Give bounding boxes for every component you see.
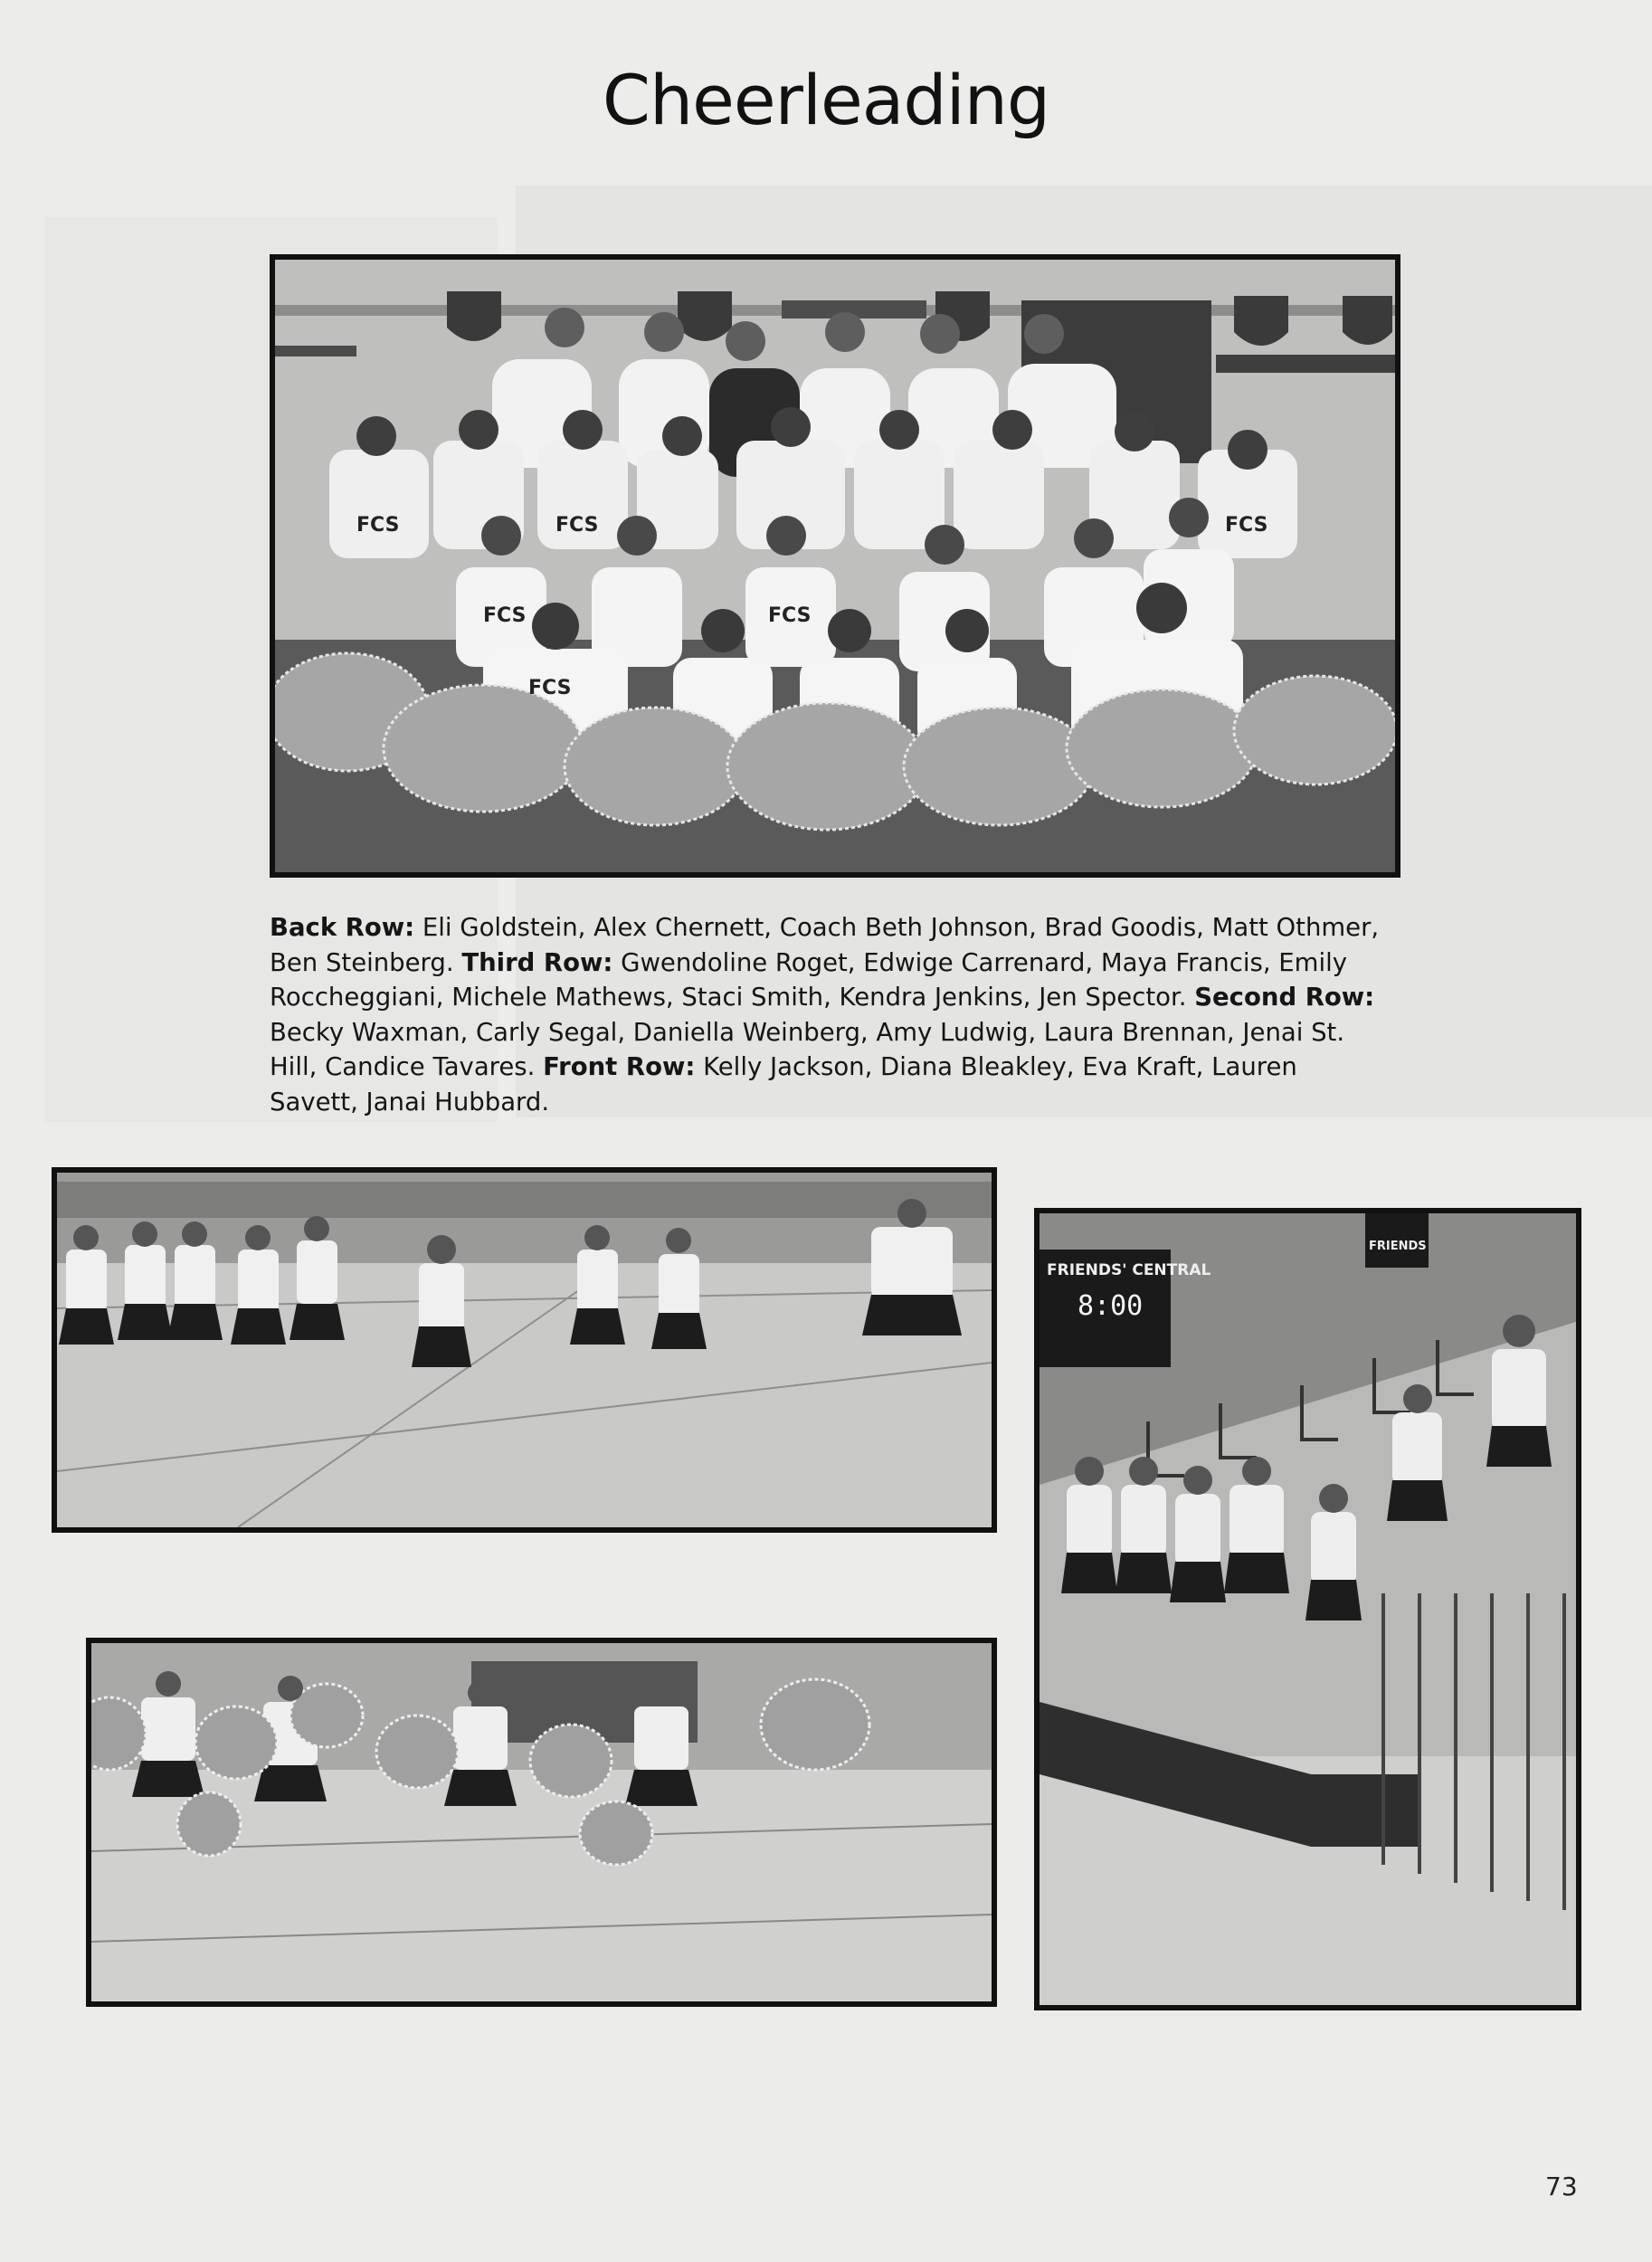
caption-row-label: Front Row:: [543, 1052, 696, 1081]
caption-row-label: Second Row:: [1194, 983, 1375, 1012]
caption-row-label: Third Row:: [461, 947, 613, 977]
scoreboard-time: 8:00: [1078, 1290, 1144, 1322]
jersey-label: FCS: [483, 604, 527, 627]
page-number: 73: [1545, 2172, 1578, 2201]
cheer-court-photo: [52, 1167, 997, 1533]
caption-row-label: Back Row:: [270, 913, 415, 942]
gym-banner: FRIENDS: [1369, 1240, 1427, 1253]
jersey-label: FCS: [555, 514, 599, 537]
page-title: Cheerleading: [602, 60, 1050, 140]
pompom-court-photo: [86, 1638, 997, 2007]
jersey-label: FCS: [356, 514, 400, 537]
jersey-label: FCS: [1225, 514, 1268, 537]
jersey-label: FCS: [528, 677, 572, 699]
caption-row-names: Becky Waxman, Carly Segal, Daniella Weinberg, Amy Ludwig, Laura Brennan, Jenai St. Hill, Candice Tavares.: [270, 1017, 1345, 1081]
jersey-label: FCS: [768, 604, 812, 627]
caption-row-names: Kelly Jackson, Diana Bleakley, Eva Kraft, Lauren Savett, Janai Hubbard.: [270, 1052, 1297, 1117]
team-group-photo: [270, 254, 1400, 878]
scoreboard-header: FRIENDS' CENTRAL: [1047, 1261, 1211, 1279]
photo-caption: [270, 910, 1391, 1119]
bleachers-scoreboard-photo: [1034, 1208, 1581, 2010]
caption-row-names: Gwendoline Roget, Edwige Carrenard, Maya Francis, Emily Roccheggiani, Michele Mathews, Staci Smith, Kendra Jenkins, Jen Spector.: [270, 947, 1348, 1012]
caption-row-names: Eli Goldstein, Alex Chernett, Coach Beth Johnson, Brad Goodis, Matt Othmer, Ben Steinberg.: [270, 913, 1380, 977]
